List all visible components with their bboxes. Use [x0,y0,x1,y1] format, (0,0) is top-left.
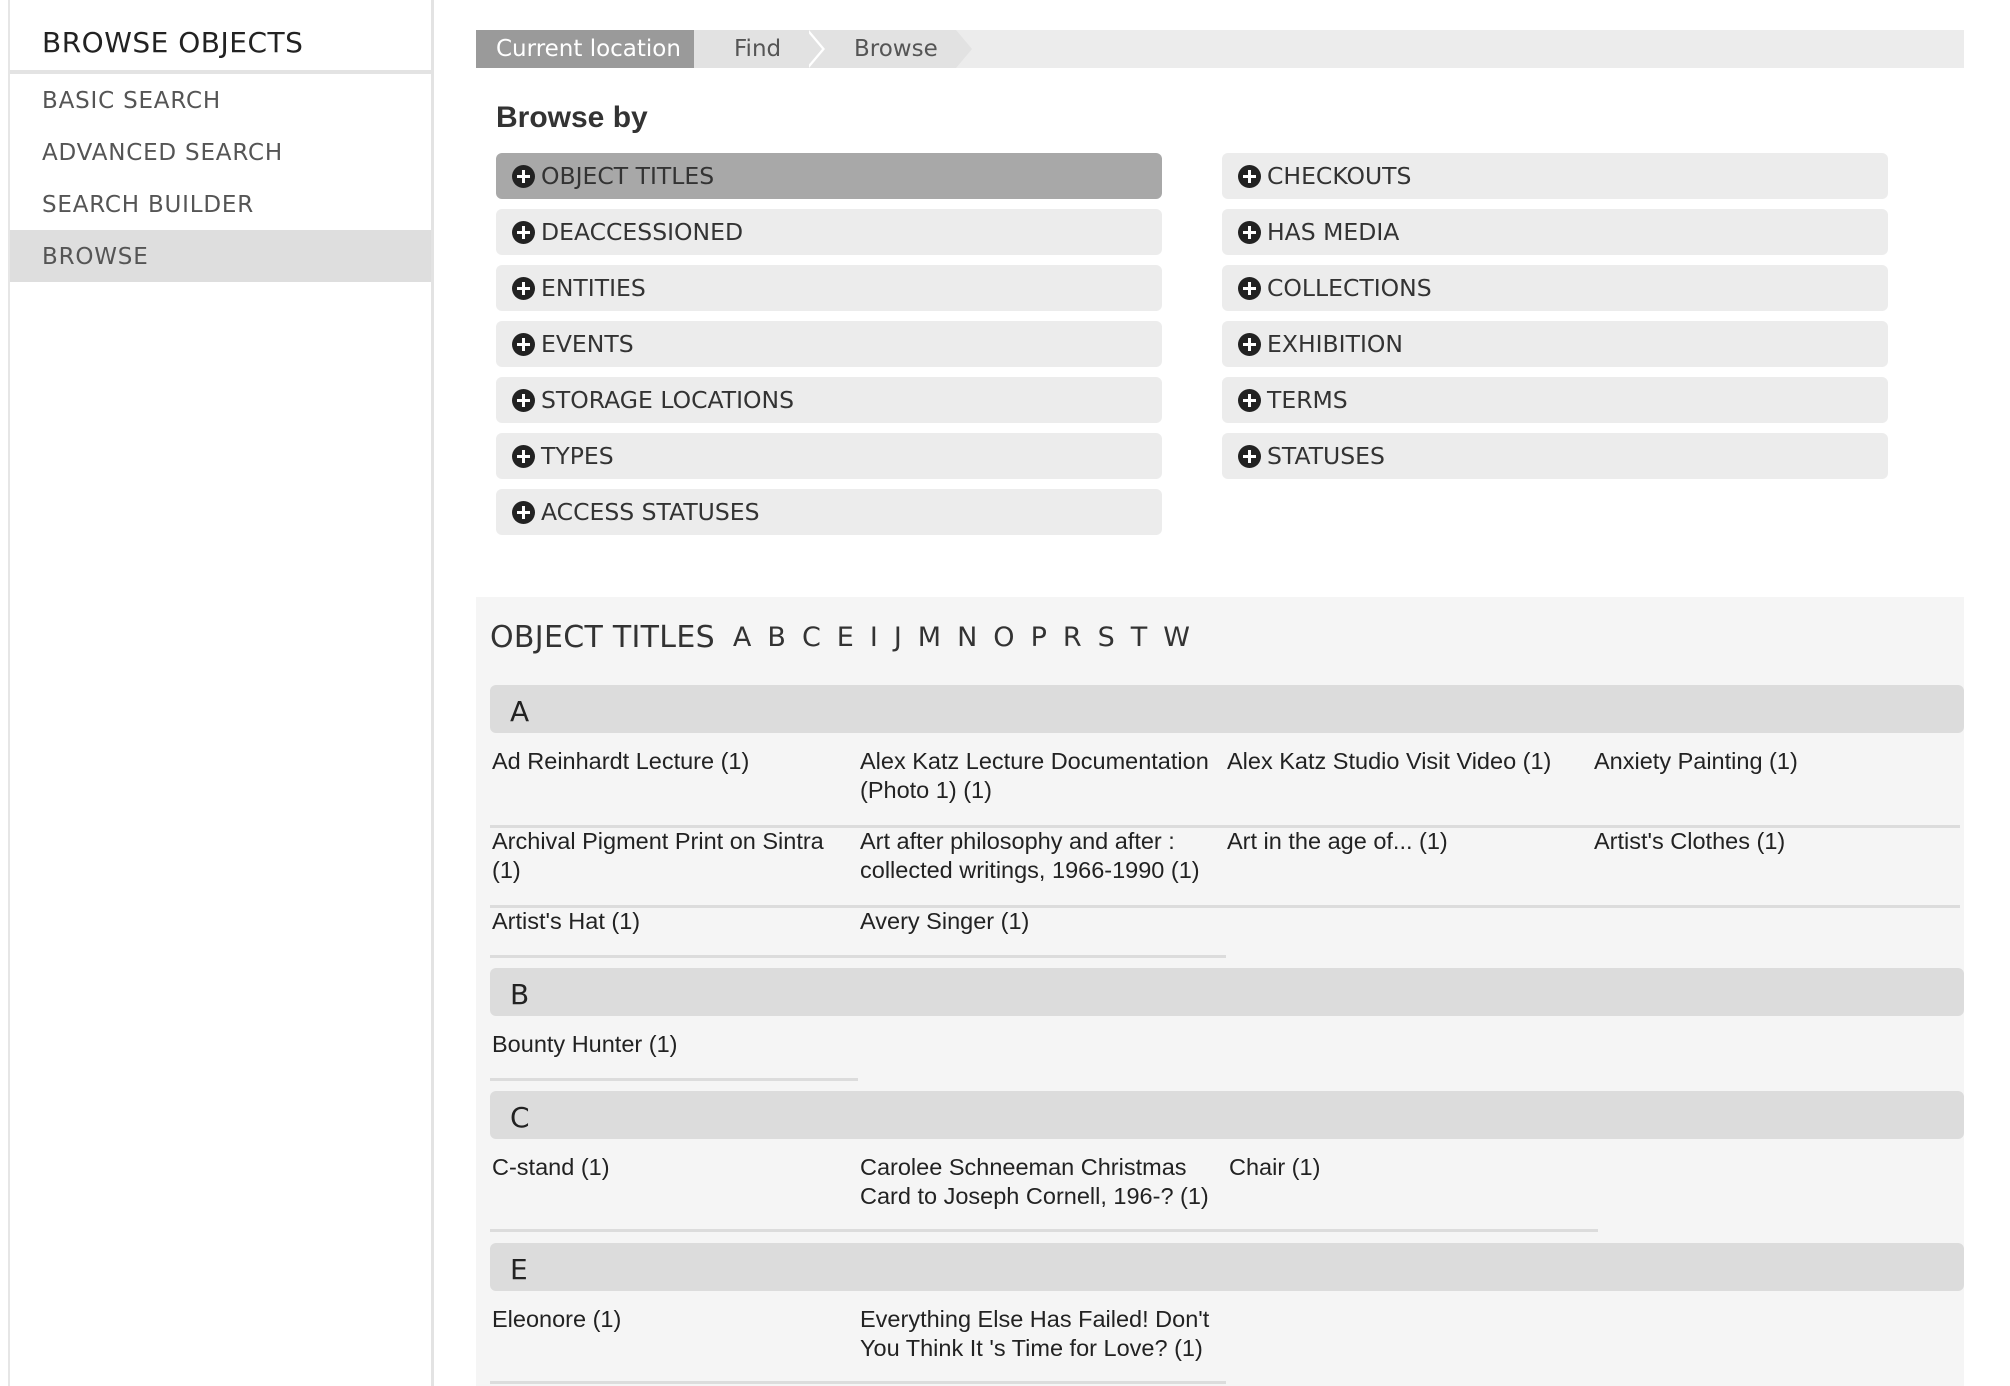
row-divider [490,1381,1226,1384]
facet-column-right [1222,153,1888,489]
facet-label: TERMS [1267,386,1348,414]
row-divider [490,1078,858,1081]
plus-circle-icon [1238,221,1261,244]
list-item[interactable]: Artist's Hat (1) [492,908,641,934]
letter-link-a[interactable]: A [732,621,752,653]
sidebar-item-browse[interactable]: BROWSE [10,230,431,282]
facet-label: EXHIBITION [1267,330,1403,358]
list-item[interactable]: Carolee Schneeman Christmas Card to Joseph Cornell, 196-? (1) [860,1154,1209,1209]
group-header-c: C [490,1091,1964,1139]
letter-link-t[interactable]: T [1130,621,1148,653]
plus-circle-icon [512,333,535,356]
facet-label: OBJECT TITLES [541,162,715,190]
list-item[interactable]: Art in the age of... (1) [1227,828,1448,854]
results-title: OBJECT TITLES [490,619,715,655]
breadcrumb-current-location: Current location [476,30,694,68]
plus-circle-icon [1238,389,1261,412]
group-header-e: E [490,1243,1964,1291]
plus-circle-icon [1238,333,1261,356]
letter-link-w[interactable]: W [1163,621,1190,653]
list-item[interactable]: Everything Else Has Failed! Don't You Think It 's Time for Love? (1) [860,1306,1210,1361]
facet-storage-locations[interactable] [496,377,1162,423]
facet-types[interactable] [496,433,1162,479]
list-item[interactable]: Bounty Hunter (1) [492,1031,678,1057]
list-item[interactable]: Alex Katz Lecture Documentation (Photo 1) (1) [860,748,1209,803]
sidebar [8,0,434,1386]
list-item[interactable]: Artist's Clothes (1) [1594,828,1786,854]
list-item[interactable]: Anxiety Painting (1) [1594,748,1798,774]
letter-link-p[interactable]: P [1030,621,1047,653]
results-header [490,617,1206,657]
letter-link-j[interactable]: J [893,621,902,653]
letter-link-e[interactable]: E [836,621,854,653]
plus-circle-icon [512,221,535,244]
row-divider [490,955,1226,958]
facet-label: EVENTS [541,330,634,358]
letter-link-i[interactable]: I [869,621,878,653]
sidebar-title: BROWSE OBJECTS [10,0,431,74]
letter-link-c[interactable]: C [801,621,821,653]
facet-statuses[interactable] [1222,433,1888,479]
plus-circle-icon [512,389,535,412]
group-header-b: B [490,968,1964,1016]
plus-circle-icon [1238,445,1261,468]
facet-exhibition[interactable] [1222,321,1888,367]
facet-events[interactable] [496,321,1162,367]
plus-circle-icon [1238,165,1261,188]
list-item[interactable]: Alex Katz Studio Visit Video (1) [1227,748,1552,774]
list-item[interactable]: Art after philosophy and after : collected writings, 1966-1990 (1) [860,828,1200,883]
group-header-a: A [490,685,1964,733]
facet-checkouts[interactable] [1222,153,1888,199]
facet-label: STORAGE LOCATIONS [541,386,795,414]
plus-circle-icon [512,165,535,188]
plus-circle-icon [512,445,535,468]
facet-deaccessioned[interactable] [496,209,1162,255]
facet-terms[interactable] [1222,377,1888,423]
results-panel [476,597,1964,1386]
plus-circle-icon [1238,277,1261,300]
list-item[interactable]: Archival Pigment Print on Sintra (1) [492,828,824,883]
facet-label: CHECKOUTS [1267,162,1412,190]
facet-has-media[interactable] [1222,209,1888,255]
facet-object-titles[interactable] [496,153,1162,199]
facet-label: ENTITIES [541,274,646,302]
facet-label: HAS MEDIA [1267,218,1400,246]
breadcrumb-browse[interactable]: Browse [806,30,956,68]
plus-circle-icon [512,501,535,524]
facet-label: TYPES [541,442,614,470]
facet-label: ACCESS STATUSES [541,498,760,526]
breadcrumb [476,30,1964,68]
list-item[interactable]: Chair (1) [1229,1154,1321,1180]
facet-access-statuses[interactable] [496,489,1162,535]
sidebar-item-advanced-search[interactable]: ADVANCED SEARCH [42,140,283,166]
list-item[interactable]: Ad Reinhardt Lecture (1) [492,748,750,774]
letter-link-o[interactable]: O [993,621,1015,653]
letter-link-s[interactable]: S [1097,621,1115,653]
browse-by-heading: Browse by [496,101,648,134]
plus-circle-icon [512,277,535,300]
facet-label: STATUSES [1267,442,1385,470]
list-item[interactable]: Avery Singer (1) [860,908,1030,934]
sidebar-item-search-builder[interactable]: SEARCH BUILDER [42,192,255,218]
sidebar-item-basic-search[interactable]: BASIC SEARCH [42,88,221,114]
facet-label: COLLECTIONS [1267,274,1432,302]
facet-entities[interactable] [496,265,1162,311]
list-item[interactable]: C-stand (1) [492,1154,610,1180]
row-divider [490,1229,1598,1232]
letter-link-n[interactable]: N [957,621,978,653]
letter-link-b[interactable]: B [767,621,786,653]
letter-link-m[interactable]: M [917,621,942,653]
letter-link-r[interactable]: R [1062,621,1082,653]
list-item[interactable]: Eleonore (1) [492,1306,622,1332]
facet-column-left [496,153,1162,545]
breadcrumb-find[interactable]: Find [694,30,806,68]
facet-label: DEACCESSIONED [541,218,744,246]
facet-collections[interactable] [1222,265,1888,311]
